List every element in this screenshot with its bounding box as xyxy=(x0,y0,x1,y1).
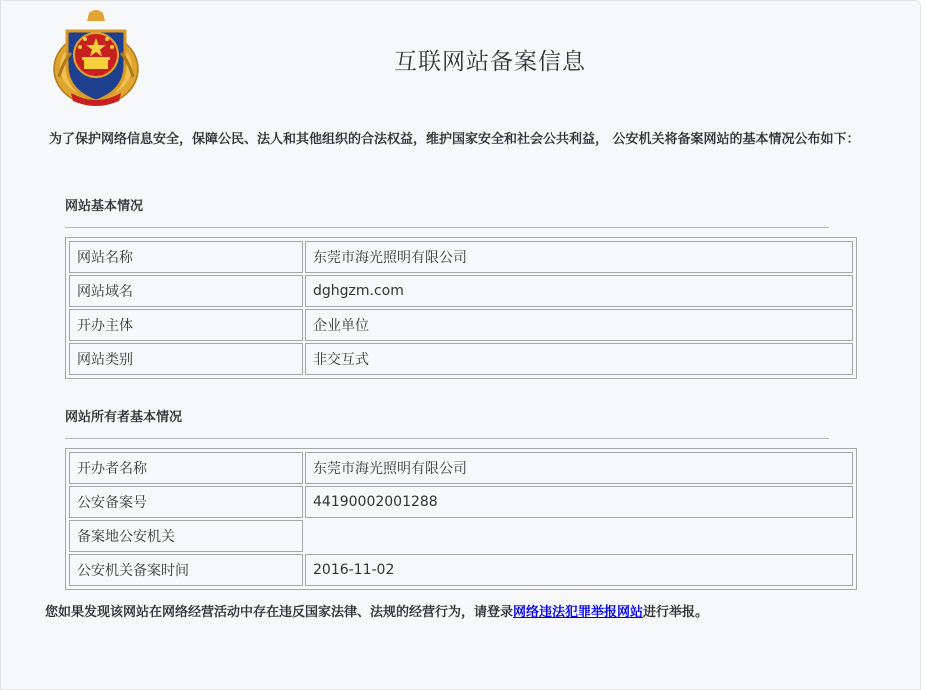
intro-paragraph: 为了保护网络信息安全，保障公民、法人和其他组织的合法权益，维护国家安全和社会公共利益， 公安机关将备案网站的基本情况公布如下： xyxy=(49,132,860,147)
row-value: 东莞市海光照明有限公司 xyxy=(305,452,853,484)
owner-info-table xyxy=(65,448,857,590)
row-label: 网站域名 xyxy=(69,275,303,307)
row-label: 开办主体 xyxy=(69,309,303,341)
table-row xyxy=(68,553,854,587)
section-title-owner-info: 网站所有者基本情况 xyxy=(65,410,183,425)
row-label: 网站类别 xyxy=(69,343,303,375)
row-label: 备案地公安机关 xyxy=(69,520,303,552)
table-row xyxy=(68,451,854,485)
site-info-table xyxy=(65,237,857,379)
row-label: 公安备案号 xyxy=(69,486,303,518)
page-title: 互联网站备案信息 xyxy=(394,49,586,75)
report-site-link[interactable]: 网络违法犯罪举报网站 xyxy=(513,605,644,620)
table-row xyxy=(68,519,854,553)
row-value: 东莞市海光照明有限公司 xyxy=(305,241,853,273)
row-label: 网站名称 xyxy=(69,241,303,273)
row-value: 2016-11-02 xyxy=(305,554,853,586)
report-note-suffix: 进行举报。 xyxy=(643,605,709,620)
table-row xyxy=(68,342,854,376)
table-row xyxy=(68,485,854,519)
divider xyxy=(65,227,829,228)
report-note xyxy=(45,601,708,620)
row-value: dghgzm.com xyxy=(305,275,853,307)
row-value: 44190002001288 xyxy=(305,486,853,518)
report-note-text: 您如果发现该网站在网络经营活动中存在违反国家法律、法规的经营行为，请登录 xyxy=(45,605,514,620)
table-row xyxy=(68,308,854,342)
table-row xyxy=(68,274,854,308)
row-value xyxy=(305,520,853,552)
row-value: 非交互式 xyxy=(305,343,853,375)
section-title-site-info: 网站基本情况 xyxy=(65,199,144,214)
row-value: 企业单位 xyxy=(305,309,853,341)
divider xyxy=(65,438,829,439)
table-row xyxy=(68,240,854,274)
row-label: 公安机关备案时间 xyxy=(69,554,303,586)
row-label: 开办者名称 xyxy=(69,452,303,484)
